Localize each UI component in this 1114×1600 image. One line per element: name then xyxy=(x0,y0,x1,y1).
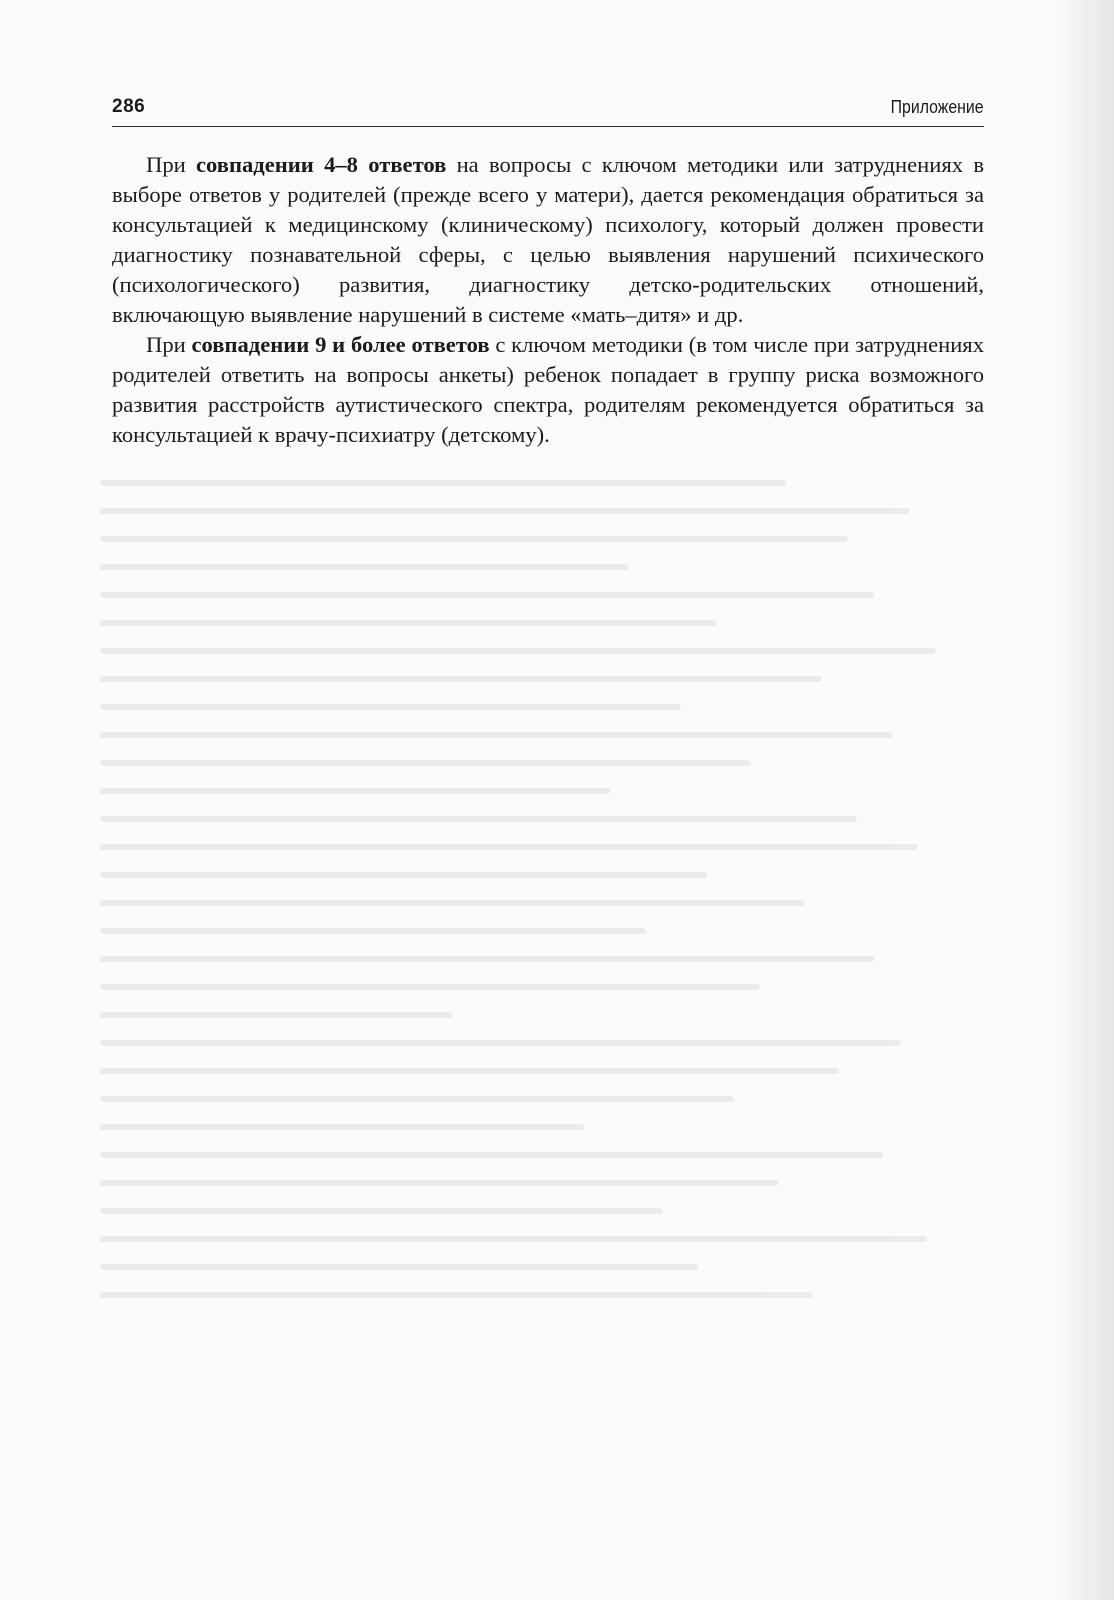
paragraph-lead: При xyxy=(146,332,192,357)
body-text xyxy=(112,150,984,450)
paragraph-text: на вопросы с ключом методики или затруднениях в выборе ответов у родителей (прежде всего у матери), дается рекомендация обратиться за консультацией к медицинскому (клиническому) психологу, который должен провести диагностику познавательной сферы, с целью выявления нарушений психического (психологического) развития, диагностику детско-родительских отношений, включающую выявление нарушений в системе «мать–дитя» и др. xyxy=(112,152,984,327)
page-number: 286 xyxy=(112,96,146,117)
paragraph-text: с ключом методики (в том числе при затруднениях родителей ответить на вопросы анкеты) ребенок попадает в группу риска возможного развития расстройств аутистического спектра, родителям рекомендуется обратиться за консультацией к врачу-психиатру (детскому). xyxy=(112,332,984,447)
running-head: Приложение xyxy=(891,97,984,117)
scan-edge-shadow xyxy=(1054,0,1114,1600)
page-header xyxy=(112,96,984,127)
paragraph xyxy=(112,150,984,330)
paragraph-emphasis: совпадении 4–8 ответов xyxy=(196,152,447,177)
paragraph-lead: При xyxy=(146,152,196,177)
paragraph-emphasis: совпадении 9 и более ответов xyxy=(191,332,490,357)
paragraph xyxy=(112,330,984,450)
bleed-through-background xyxy=(100,480,980,1480)
